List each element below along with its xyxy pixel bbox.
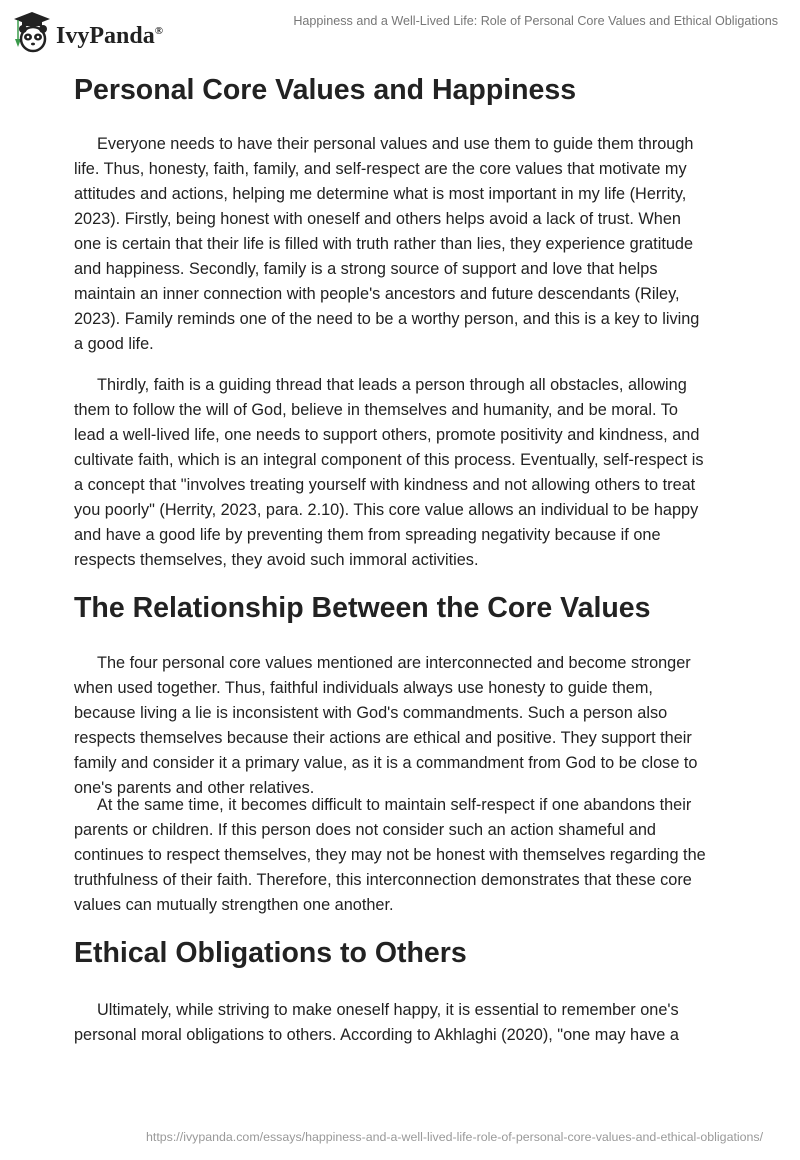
paragraph-line: a concept that "involves treating yourself with kindness and not allowing others to treat [74, 475, 696, 494]
section-heading: The Relationship Between the Core Values [74, 592, 651, 624]
paragraph-line: life. Thus, honesty, faith, family, and self-respect are the core values that motivate my [74, 159, 687, 178]
paragraph-line: one's parents and other relatives. [74, 778, 315, 797]
paragraph-line: maintain an inner connection with people's ancestors and future descendants (Riley, [74, 284, 680, 303]
paragraph-line: 2023). Family reminds one of the need to be a worthy person, and this is a key to living [74, 309, 700, 328]
paragraph [74, 998, 754, 1048]
paragraph-line: one is certain that their life is filled with truth rather than lies, they experience gratitude [74, 234, 694, 253]
logo-text: IvyPanda® [56, 22, 163, 49]
paragraph-line: family and consider it a primary value, as it is a commandment from God to be close to [74, 753, 698, 772]
paragraph-line: lead a well-lived life, one needs to support others, promote positivity and kindness, and [74, 425, 700, 444]
paragraph-line: when used together. Thus, faithful individuals always use honesty to guide them, [74, 678, 653, 697]
paragraph-line: respects themselves, they avoid such immoral activities. [74, 550, 479, 569]
paragraph-line: values can mutually strengthen one another. [74, 895, 394, 914]
document-title: Happiness and a Well-Lived Life: Role of Personal Core Values and Ethical Obligations [293, 14, 778, 28]
paragraph [74, 651, 754, 801]
paragraph-line: parents or children. If this person does not consider such an action shameful and [74, 820, 656, 839]
paragraph-line: 2023). Firstly, being honest with oneself and others helps avoid a lack of trust. When [74, 209, 681, 228]
paragraph-line: respects themselves because their actions are ethical and positive. They support their [74, 728, 692, 747]
section-heading: Personal Core Values and Happiness [74, 74, 577, 106]
ivypanda-logo[interactable] [12, 8, 182, 56]
paragraph [74, 373, 754, 573]
paragraph-line: At the same time, it becomes difficult to maintain self-respect if one abandons their [97, 795, 692, 814]
paragraph-line: them to follow the will of God, believe in themselves and humanity, and be moral. To [74, 400, 678, 419]
panda-graduate-icon [12, 9, 52, 55]
paragraph [74, 132, 754, 357]
paragraph-line: Thirdly, faith is a guiding thread that leads a person through all obstacles, allowing [97, 375, 687, 394]
paragraph-line: and happiness. Secondly, family is a strong source of support and love that helps [74, 259, 658, 278]
paragraph-line: truthfulness of their faith. Therefore, this interconnection demonstrates that these core [74, 870, 692, 889]
paragraph-line: you poorly" (Herrity, 2023, para. 2.10). This core value allows an individual to be happy [74, 500, 699, 519]
paragraph-line: Everyone needs to have their personal values and use them to guide them through [97, 134, 694, 153]
paragraph-line: continues to respect themselves, they may not be honest with themselves regarding the [74, 845, 706, 864]
paragraph-line: because living a lie is inconsistent with God's commandments. Such a person also [74, 703, 668, 722]
section-heading: Ethical Obligations to Others [74, 937, 467, 969]
source-url[interactable]: https://ivypanda.com/essays/happiness-and-a-well-lived-life-role-of-personal-core-values-and-ethical-obligations/ [146, 1130, 764, 1144]
paragraph-line: The four personal core values mentioned are interconnected and become stronger [97, 653, 691, 672]
paragraph-line: Ultimately, while striving to make oneself happy, it is essential to remember one's [97, 1000, 679, 1019]
paragraph-line: a good life. [74, 334, 154, 353]
paragraph-line: attitudes and actions, helping me determine what is most important in my life (Herrity, [74, 184, 687, 203]
paragraph-line: and have a good life by preventing them from spreading negativity because if one [74, 525, 661, 544]
paragraph-line: cultivate faith, which is an integral component of this process. Eventually, self-respect is [74, 450, 704, 469]
paragraph [74, 793, 754, 918]
paragraph-line: personal moral obligations to others. According to Akhlaghi (2020), "one may have a [74, 1025, 679, 1044]
